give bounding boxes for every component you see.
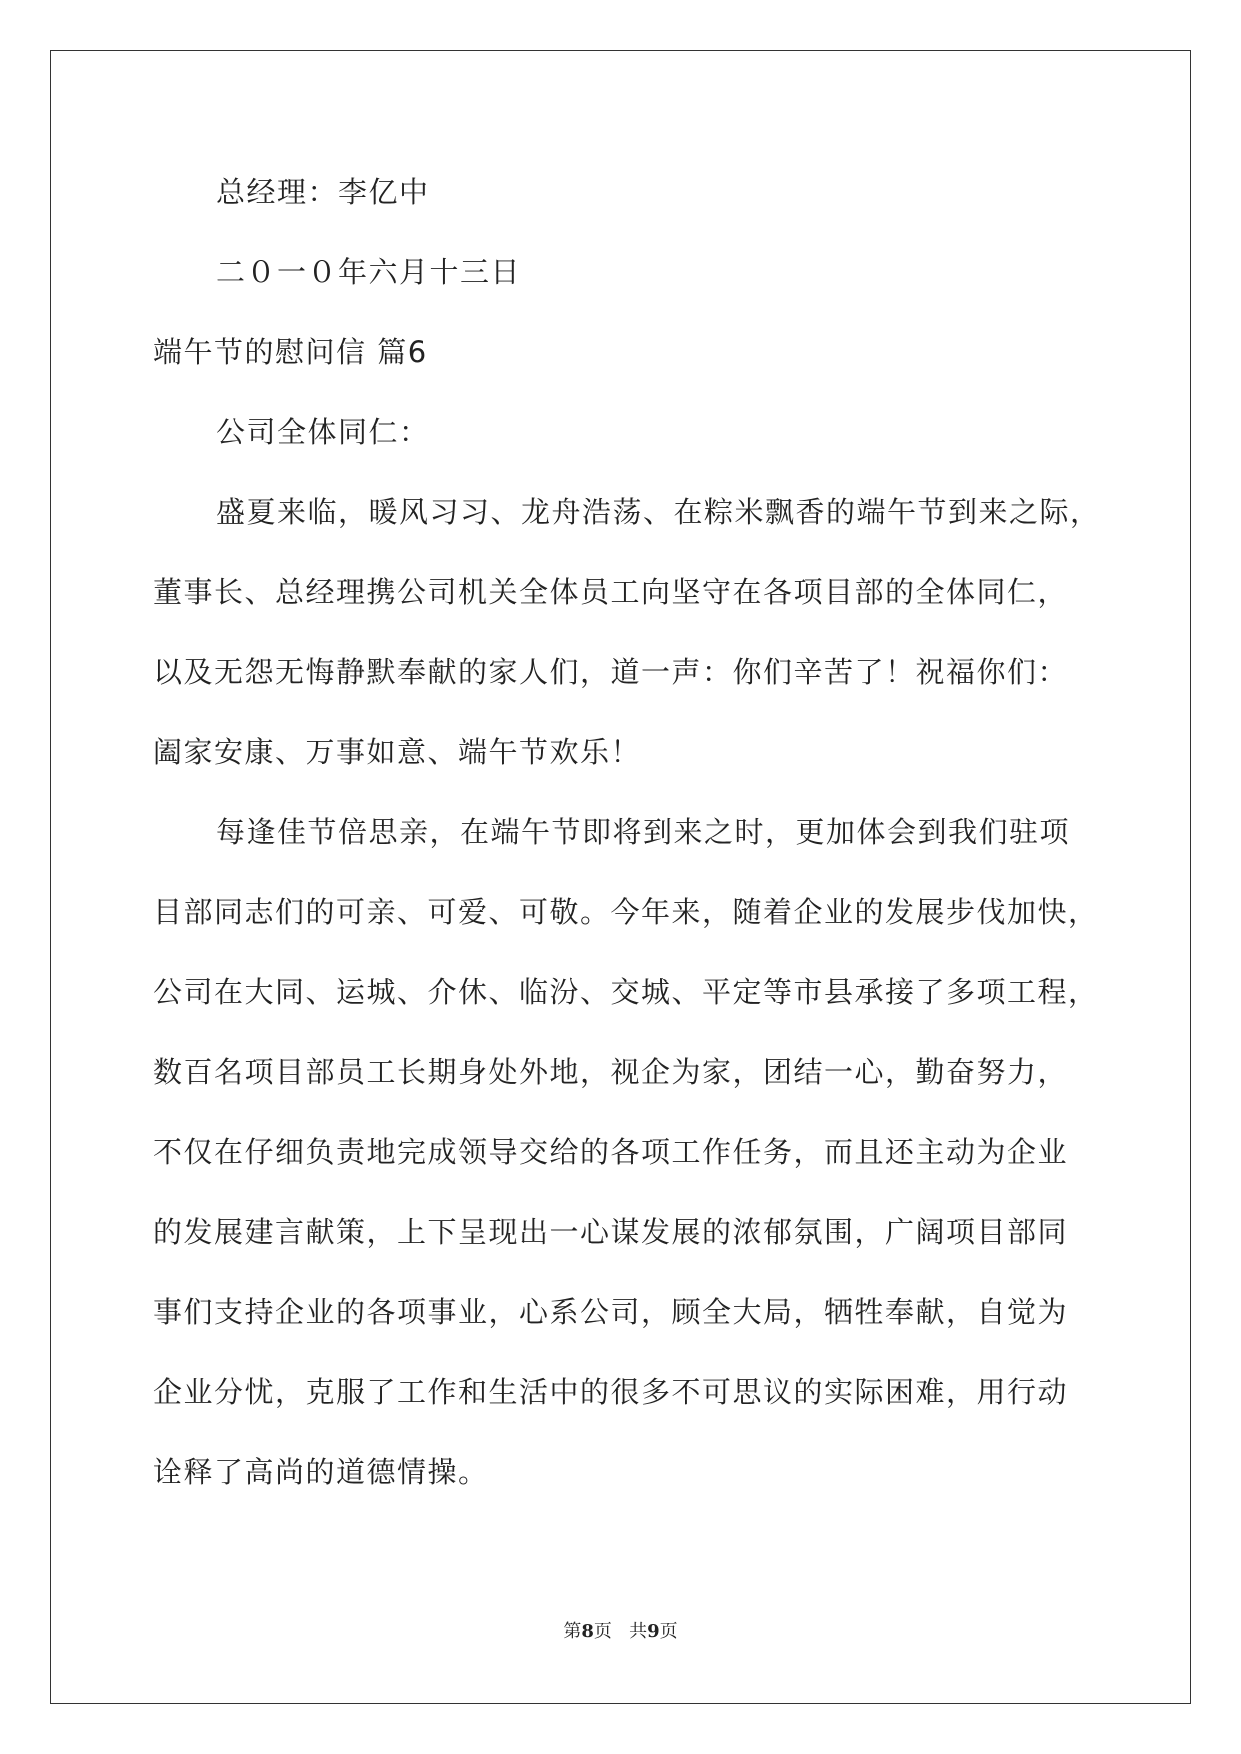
body-line: 企业分忧，克服了工作和生活中的很多不可思议的实际困难，用行动 [153,1375,1069,1409]
body-line: 不仅在仔细负责地完成领导交给的各项工作任务，而且还主动为企业 [153,1135,1069,1169]
body-line: 盛夏来临，暖风习习、龙舟浩荡、在粽米飘香的端午节到来之际， [216,495,1101,529]
footer-middle: 页 共 [593,1621,648,1642]
body-line: 的发展建言献策，上下呈现出一心谋发展的浓郁氛围，广阔项目部同 [153,1215,1069,1249]
body-line: 以及无怨无悔静默奉献的家人们，道一声：你们辛苦了！祝福你们： [153,655,1069,689]
total-pages-number: 9 [647,1621,660,1642]
body-line: 事们支持企业的各项事业，心系公司，顾全大局，牺牲奉献，自觉为 [153,1295,1069,1329]
body-line: 诠释了高尚的道德情操。 [153,1455,489,1489]
current-page-number: 8 [581,1621,594,1642]
page-footer [0,1620,1241,1644]
body-line: 阖家安康、万事如意、端午节欢乐！ [153,735,642,769]
footer-suffix: 页 [659,1621,678,1642]
body-line: 目部同志们的可亲、可爱、可敬。今年来，随着企业的发展步伐加快， [153,895,1099,929]
section-title: 端午节的慰问信 篇6 [153,335,428,369]
body-line: 公司在大同、运城、介休、临汾、交城、平定等市县承接了多项工程， [153,975,1099,1009]
signature-manager: 总经理：李亿中 [216,175,430,209]
body-line: 数百名项目部员工长期身处外地，视企为家，团结一心，勤奋努力， [153,1055,1069,1089]
body-line: 董事长、总经理携公司机关全体员工向坚守在各项目部的全体同仁， [153,575,1069,609]
salutation: 公司全体同仁： [216,415,430,449]
signature-date: 二０一０年六月十三日 [216,255,522,289]
footer-prefix: 第 [563,1621,582,1642]
body-line: 每逢佳节倍思亲，在端午节即将到来之时，更加体会到我们驻项 [216,815,1071,849]
